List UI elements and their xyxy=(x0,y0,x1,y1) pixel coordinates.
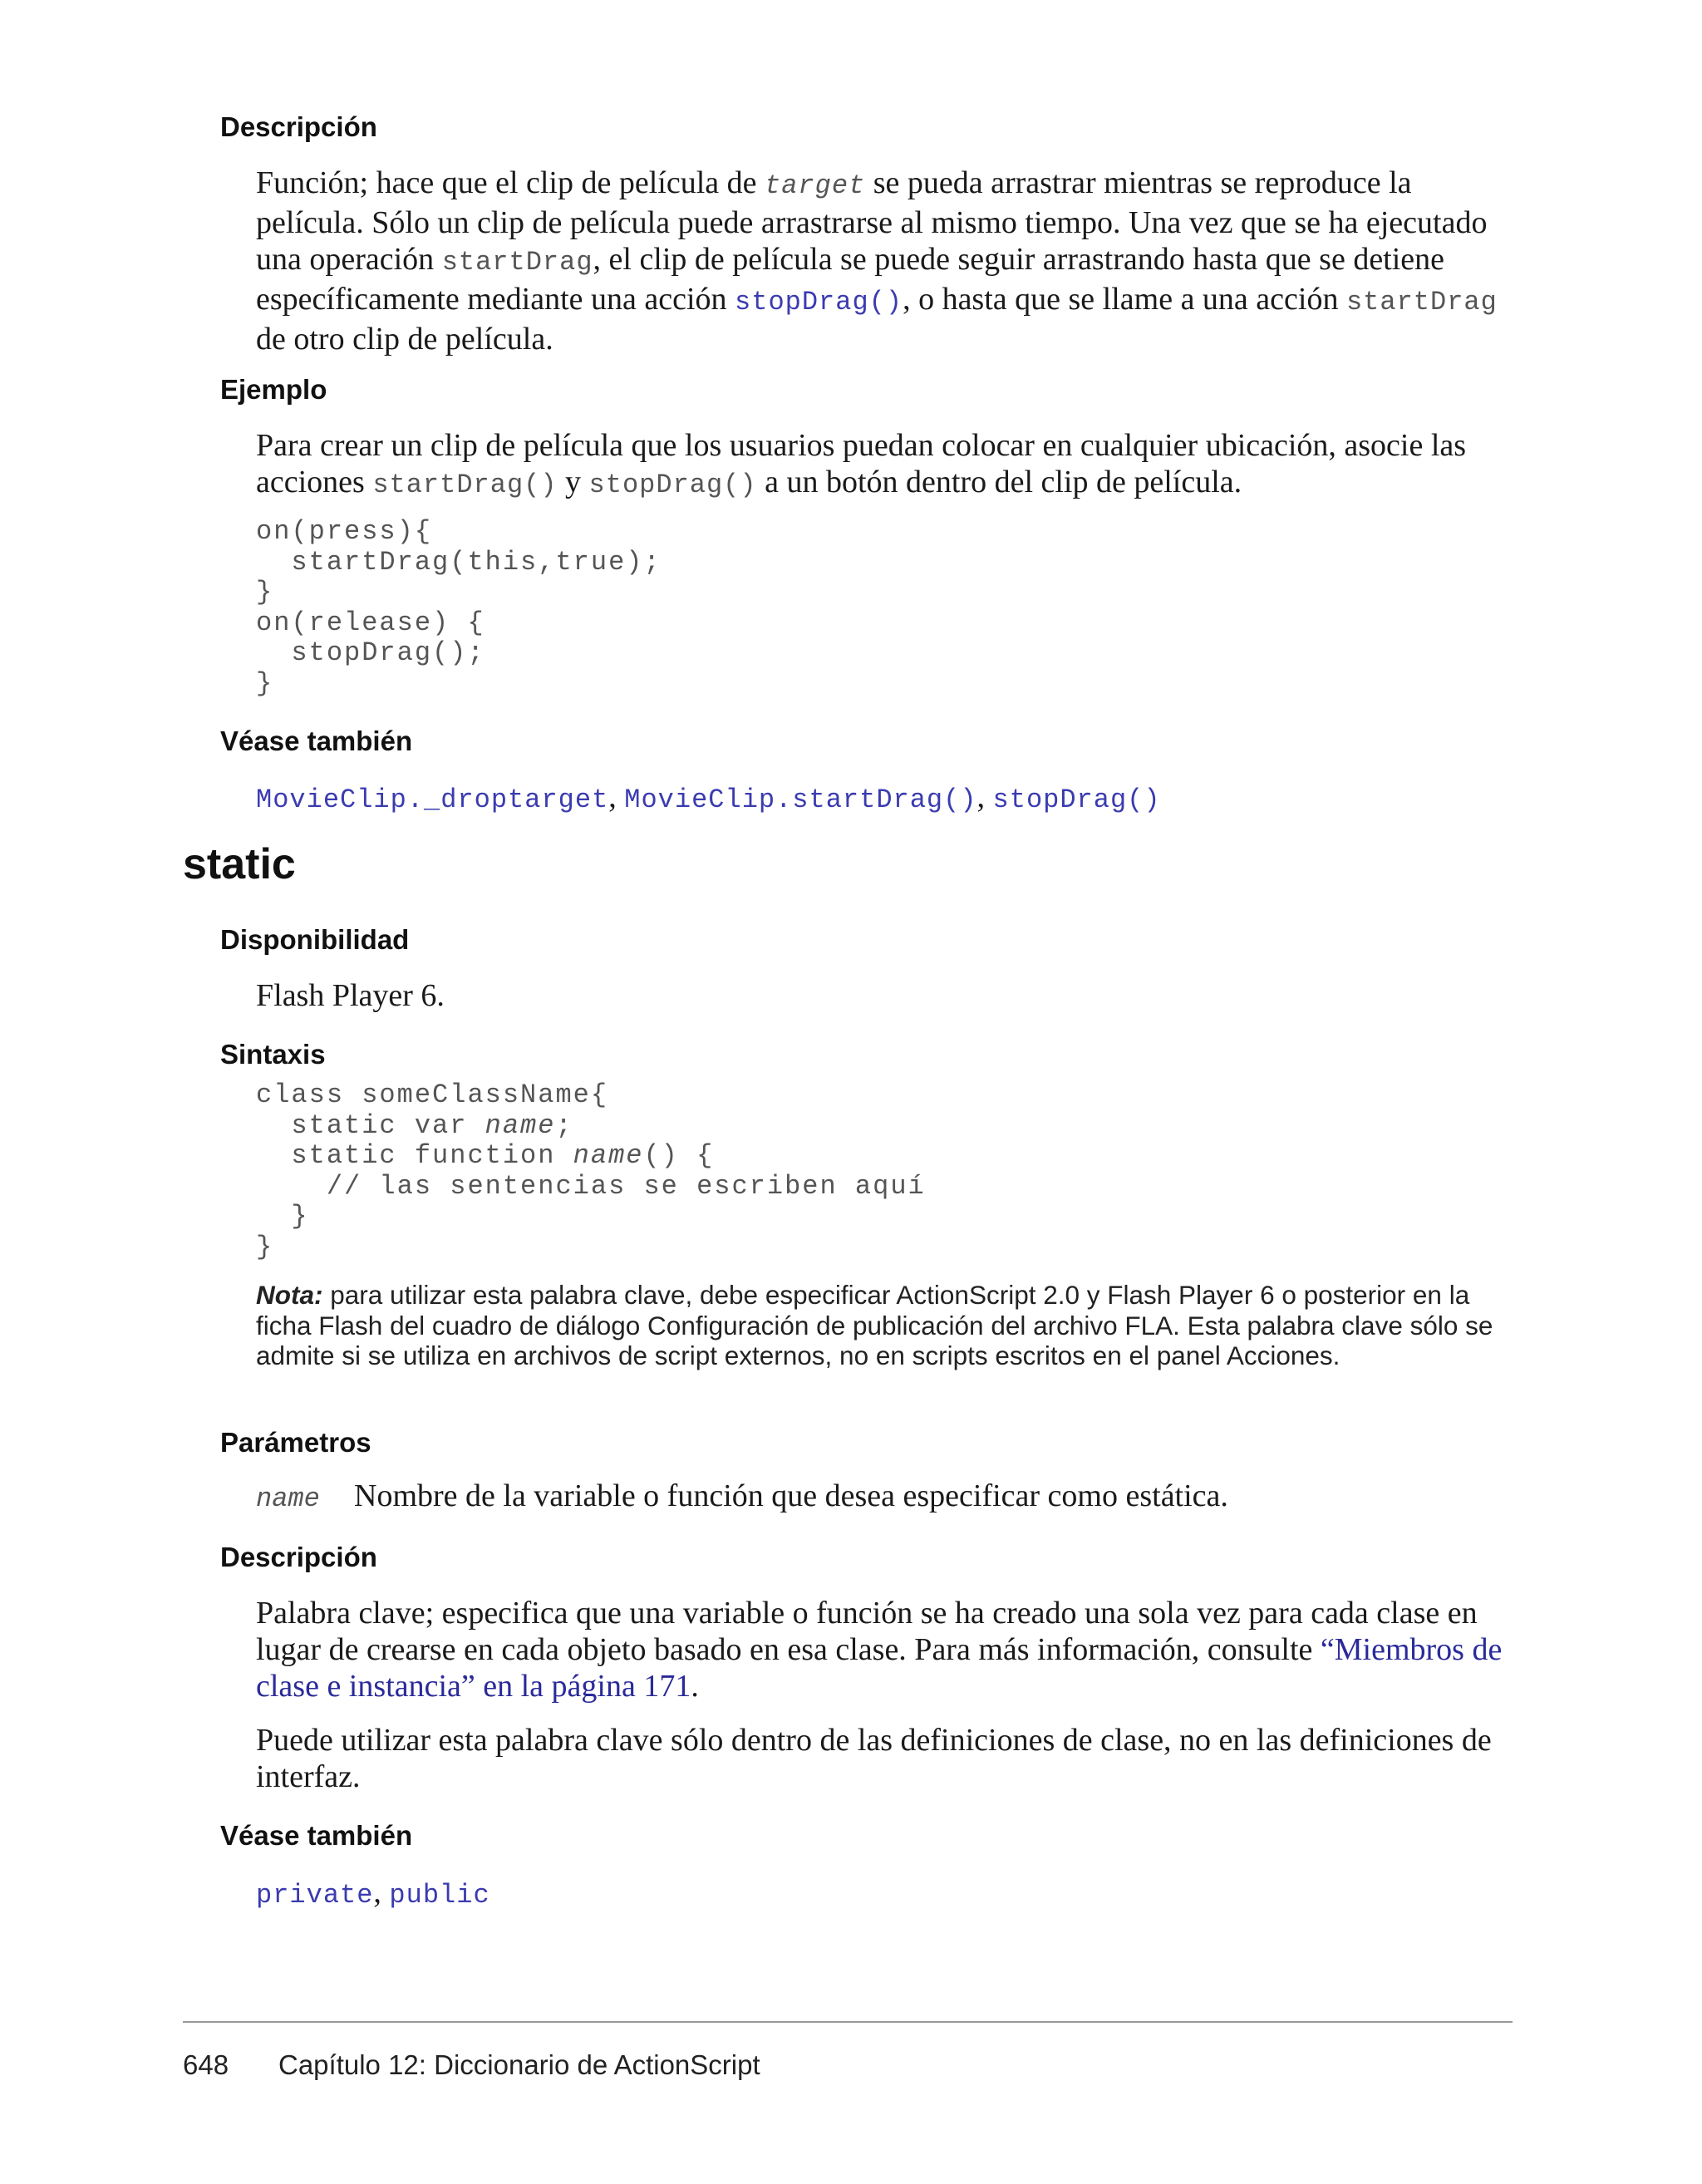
code-target: target xyxy=(765,170,866,201)
syntax-heading: Sintaxis xyxy=(220,1039,326,1070)
see-also-heading: Véase también xyxy=(220,726,413,756)
description-paragraph xyxy=(256,165,1519,357)
code-param: name xyxy=(485,1109,556,1141)
see-also-links-2 xyxy=(256,1874,1519,1914)
parameter-name: name xyxy=(256,1483,320,1514)
note-paragraph xyxy=(256,1280,1519,1371)
note-text: para utilizar esta palabra clave, debe especificar ActionScript 2.0 y Flash Player 6 o posterior en la ficha Flash del cuadro de diálogo Configuración de publicación del archivo FLA. Esta palabra clave sólo se admite si se utiliza en archivos de script externos, no en scripts escritos en el panel Acciones. xyxy=(256,1280,1493,1370)
code-startdrag-call: startDrag() xyxy=(372,470,558,500)
parameter-row xyxy=(256,1478,1228,1517)
footer-rule xyxy=(183,2021,1513,2023)
code-line: ; xyxy=(555,1109,573,1141)
example-heading: Ejemplo xyxy=(220,374,327,405)
link-class-members[interactable]: “Miembros de clase e instancia” en la página 171 xyxy=(256,1632,1503,1704)
separator: , xyxy=(976,780,993,814)
code-param: name xyxy=(573,1140,644,1171)
link-movieclip-startdrag[interactable]: MovieClip.startDrag() xyxy=(624,785,977,815)
link-private[interactable]: private xyxy=(256,1880,374,1911)
text-run: , o hasta que se llame a una acción xyxy=(903,282,1346,317)
text-run: . xyxy=(691,1669,699,1704)
availability-text: Flash Player 6. xyxy=(256,978,445,1013)
link-stopdrag-2[interactable]: stopDrag() xyxy=(992,785,1161,815)
code-line: static var xyxy=(256,1109,485,1141)
code-line: class someClassName{ xyxy=(256,1080,609,1110)
see-also-heading-2: Véase también xyxy=(220,1820,413,1851)
page-footer xyxy=(183,2049,760,2081)
code-line: } xyxy=(256,1201,309,1232)
parameter-description: Nombre de la variable o función que desea especificar como estática. xyxy=(354,1478,1228,1513)
link-droptarget[interactable]: MovieClip._droptarget xyxy=(256,785,609,815)
see-also-links xyxy=(256,779,1519,819)
code-stopdrag-call: stopDrag() xyxy=(588,470,757,500)
chapter-title: Capítulo 12: Diccionario de ActionScript xyxy=(278,2049,760,2080)
description-paragraph-3: Puede utilizar esta palabra clave sólo dentro de las definiciones de clase, no en las definiciones de interfaz. xyxy=(256,1723,1492,1794)
text-run: , el clip de película se puede seguir arrastrando hasta que se detiene específicamente mediante una acción xyxy=(256,242,1445,317)
link-public[interactable]: public xyxy=(389,1880,490,1911)
page-number: 648 xyxy=(183,2049,229,2080)
code-line: } xyxy=(256,1231,274,1262)
link-stopdrag[interactable]: stopDrag() xyxy=(735,287,903,317)
text-run: Función; hace que el clip de película de xyxy=(256,165,765,200)
description-heading: Descripción xyxy=(220,111,377,142)
description-paragraph-2 xyxy=(256,1595,1519,1704)
parameters-heading: Parámetros xyxy=(220,1427,371,1458)
example-paragraph xyxy=(256,427,1519,504)
code-line: // las sentencias se escriben aquí xyxy=(256,1170,926,1202)
separator: , xyxy=(608,780,625,814)
text-run: Palabra clave; especifica que una variable o función se ha creado una sola vez para cada clase en lugar de crearse en cada objeto basado en esa clase. Para más información, consulte xyxy=(256,1596,1478,1667)
syntax-code-block xyxy=(256,1080,926,1262)
text-run: se pueda arrastrar mientras se reproduce la película. Sólo un clip de película puede arrastrarse al mismo tiempo. Una vez que se ha ejecutado una operación xyxy=(256,165,1488,277)
text-run: Para crear un clip de película que los usuarios puedan colocar en cualquier ubicación, asocie las acciones xyxy=(256,428,1467,499)
separator: , xyxy=(373,1875,390,1910)
code-startdrag: startDrag xyxy=(441,247,593,278)
code-line: () { xyxy=(643,1140,715,1171)
text-run: de otro clip de película. xyxy=(256,322,553,357)
code-line: static function xyxy=(256,1140,573,1171)
availability-heading: Disponibilidad xyxy=(220,924,410,955)
text-run: y xyxy=(557,465,589,499)
description-heading-2: Descripción xyxy=(220,1542,377,1572)
entry-title: static xyxy=(183,840,296,888)
code-startdrag-2: startDrag xyxy=(1345,287,1498,317)
note-label: Nota: xyxy=(256,1280,323,1310)
text-run: a un botón dentro del clip de película. xyxy=(756,465,1242,499)
example-code-block: on(press){ startDrag(this,true); } on(release) { stopDrag(); } xyxy=(256,516,662,699)
